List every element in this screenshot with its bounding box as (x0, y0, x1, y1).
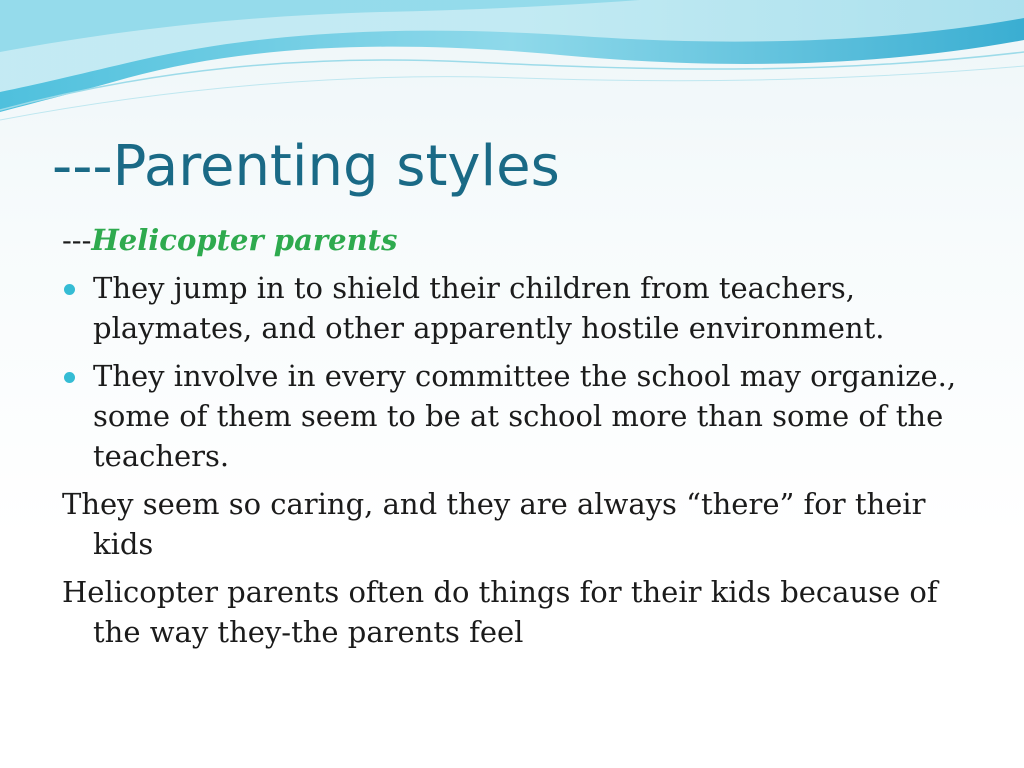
bullet-dot-icon (64, 372, 75, 383)
paragraph: Helicopter parents often do things for their kids because of the way they-the parents feel (62, 575, 938, 649)
decorative-wave-banner (0, 0, 1024, 130)
bullet-dot-icon (64, 284, 75, 295)
bullet-text: They involve in every committee the school may organize., some of them seem to be at school more than some of the teachers. (93, 359, 957, 473)
subheading (62, 220, 992, 260)
bullet-text: They jump in to shield their children from teachers, playmates, and other apparently hostile environment. (93, 271, 885, 345)
paragraph: They seem so caring, and they are always “there” for their kids (62, 487, 926, 561)
slide-title: ---Parenting styles (52, 134, 560, 199)
slide-body (62, 220, 992, 660)
subheading-prefix: --- (62, 223, 92, 257)
bullet-item (62, 356, 992, 476)
subheading-accent: Helicopter parents (91, 223, 398, 257)
bullet-item (62, 268, 992, 348)
